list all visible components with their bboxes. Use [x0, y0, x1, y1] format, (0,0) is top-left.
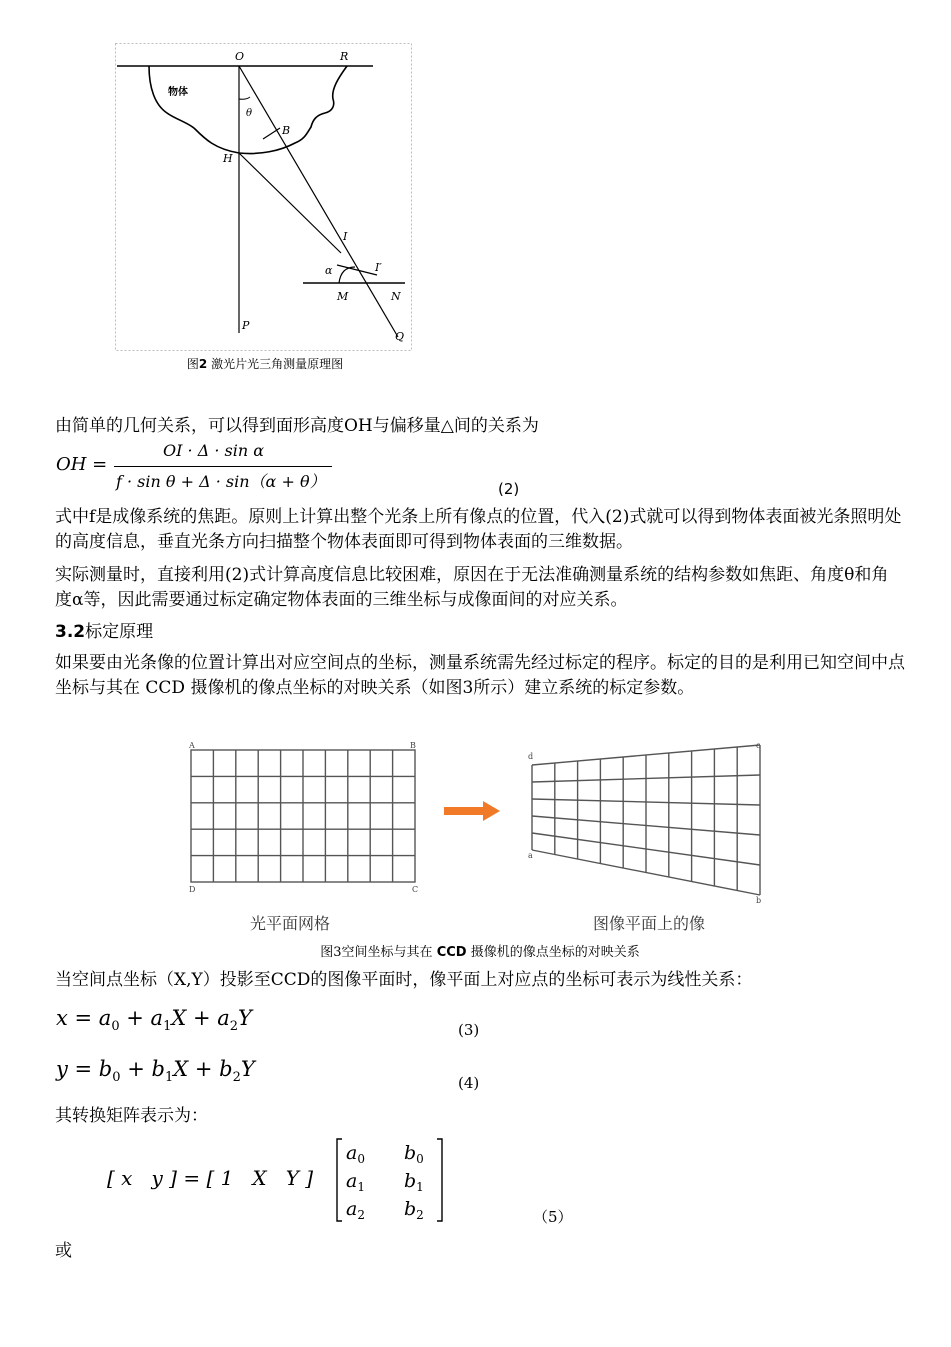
corner-b: b: [756, 896, 762, 905]
label-H: H: [223, 152, 233, 165]
equation-3-number: (3): [458, 1021, 480, 1039]
light-plane-grid: [191, 750, 415, 882]
label-M: M: [337, 290, 349, 303]
equation-4-number: (4): [458, 1074, 480, 1092]
paragraph-calibration: 如果要由光条像的位置计算出对应空间点的坐标，测量系统需先经过标定的程序。标定的目的是利用已知空间中点坐标与其在 CCD 摄像机的像点坐标的对映关系（如图3所示）建立系统的标定参数。: [55, 653, 905, 698]
label-O: O: [235, 50, 245, 63]
label-I-prime: I′: [375, 261, 382, 274]
equation-5-lhs: [ x y ] = [ 1 X Y ]: [107, 1166, 314, 1190]
label-alpha: α: [325, 264, 333, 277]
label-I: I: [343, 230, 348, 243]
line-HI: [239, 153, 341, 253]
svg-text:a0: $a_0$: [346, 1142, 365, 1166]
theta-arc: [239, 97, 250, 99]
corner-a: a: [528, 851, 533, 860]
corner-B: B: [410, 741, 416, 750]
figure-2-laser-triangulation-diagram: [115, 43, 415, 355]
perpendicular-B: [263, 128, 280, 139]
corner-d: d: [528, 752, 534, 761]
label-Q: Q: [395, 330, 405, 343]
figure-3-grid-mapping: [180, 740, 780, 935]
equation-2-fraction-bar: [114, 466, 332, 467]
equation-3: $x = a_0 + a_1X + a_2Y$: [56, 1006, 252, 1035]
figure-2-caption: 图2 激光片光三角测量原理图: [186, 357, 344, 371]
paragraph-relation: 由简单的几何关系，可以得到面形高度OH与偏移量△间的关系为: [55, 416, 539, 436]
image-plane-label: 图像平面上的像: [593, 914, 706, 933]
corner-A: A: [189, 741, 195, 750]
figure-3-caption: 图3空间坐标与其在 CCD 摄像机的像点坐标的对映关系: [320, 945, 640, 960]
equation-2-denominator: f · sin θ + Δ · sin（α + θ）: [116, 472, 326, 491]
paragraph-matrix-intro: 其转换矩阵表示为：: [55, 1106, 208, 1126]
label-N: N: [391, 290, 401, 303]
svg-text:a1: $a_1$: [346, 1170, 365, 1194]
paragraph-or: 或: [55, 1241, 72, 1261]
svg-text:a2: $a_2$: [346, 1198, 365, 1222]
label-object: 物体: [168, 87, 188, 98]
equation-2-number: (2): [498, 480, 520, 498]
label-theta: θ: [246, 108, 253, 119]
paragraph-projection: 当空间点坐标（X,Y）投影至CCD的图像平面时，像平面上对应点的坐标可表示为线性关系：: [55, 970, 753, 990]
corner-C: C: [412, 885, 419, 894]
mapping-arrow: [444, 801, 500, 821]
equation-4: $y = b_0 + b_1X + b_2Y$: [56, 1057, 255, 1086]
svg-text:b0: $b_0$: [404, 1142, 424, 1166]
label-B: B: [282, 124, 291, 137]
equation-5-number: （5）: [533, 1208, 573, 1226]
svg-text:b1: $b_1$: [404, 1170, 424, 1194]
section-heading-3-2: 3.2标定原理: [55, 622, 154, 642]
corner-c: c: [756, 741, 761, 750]
line-OQ: [239, 66, 398, 337]
figure-frame: [116, 44, 412, 351]
equation-5-matrix: [334, 1135, 449, 1225]
paragraph-focal-length: 式中f是成像系统的焦距。原则上计算出整个光条上所有像点的位置，代入(2)式就可以得到物体表面被光条照明处的高度信息，垂直光条方向扫描整个物体表面即可得到物体表面的三维数据。: [55, 507, 902, 552]
svg-text:b2: $b_2$: [404, 1198, 424, 1222]
equation-2-numerator: OI · Δ · sin α: [163, 441, 265, 460]
paragraph-measurement-difficulty: 实际测量时，直接利用(2)式计算高度信息比较困难，原因在于无法准确测量系统的结构参数如焦距、角度θ和角度α等，因此需要通过标定确定物体表面的三维坐标与成像面间的对应关系。: [55, 565, 889, 610]
image-plane-grid: [532, 745, 760, 895]
light-plane-grid-label: 光平面网格: [250, 914, 331, 933]
corner-D: D: [189, 885, 196, 894]
label-R: R: [340, 50, 349, 63]
label-P: P: [242, 319, 250, 332]
equation-2-lhs: OH =: [56, 454, 108, 475]
